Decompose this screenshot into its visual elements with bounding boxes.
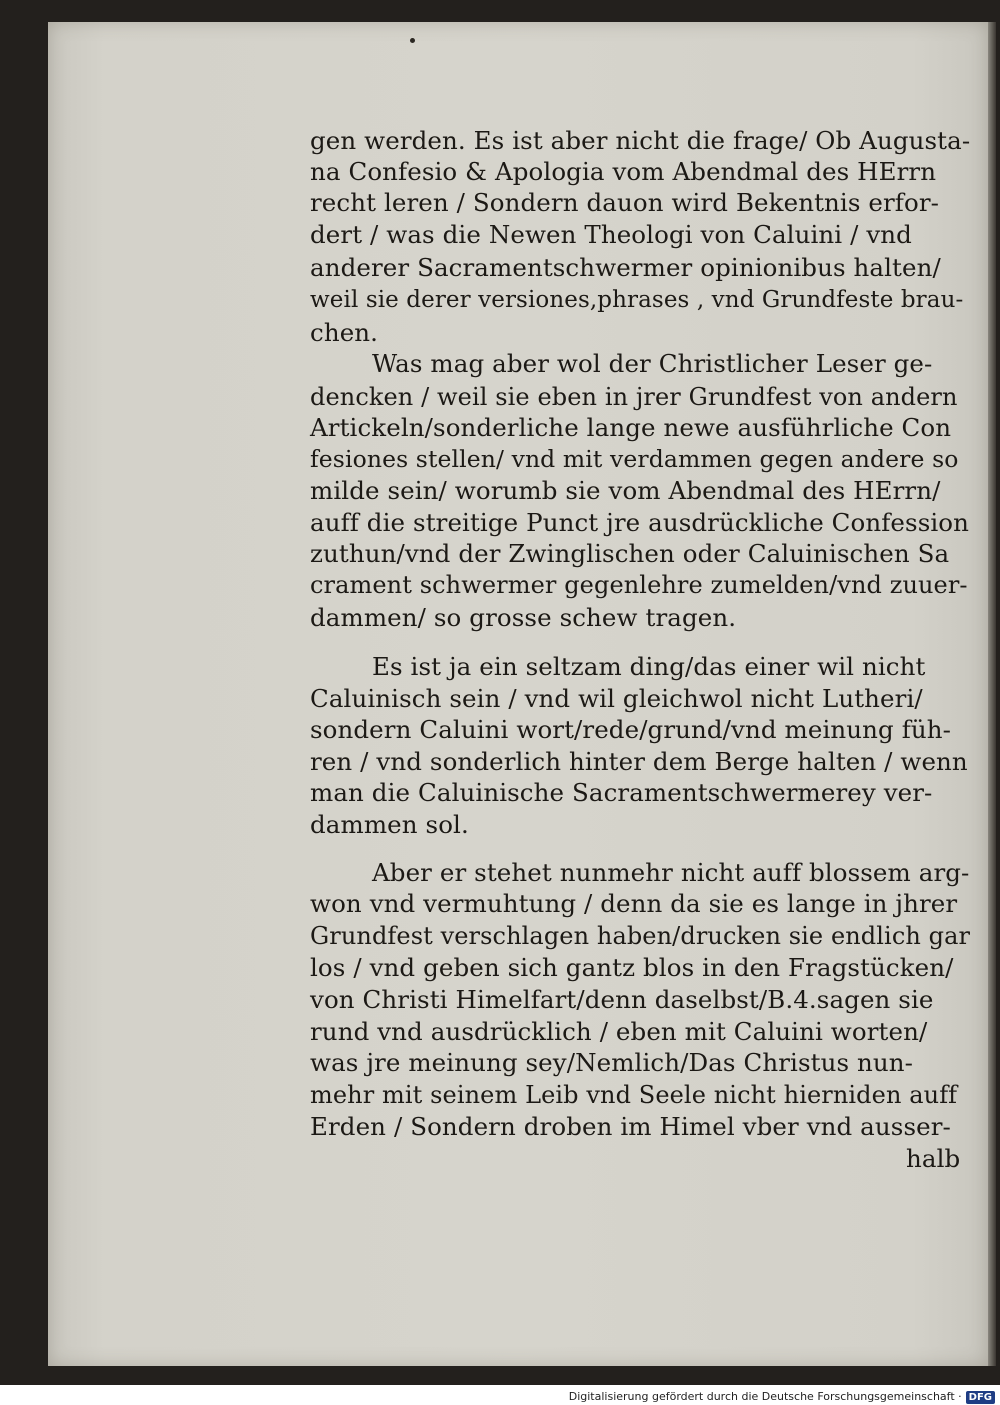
footer-credit: [0, 1388, 995, 1405]
text-line: zuthun/vnd der Zwinglischen oder Caluinischen Sa: [310, 539, 950, 568]
text-line: Grundfest verschlagen haben/drucken sie endlich gar: [310, 922, 971, 950]
catchword: halb: [906, 1144, 961, 1173]
text-line: was jre meinung sey/Nemlich/Das Christus nun-: [310, 1048, 914, 1077]
text-line: fesiones stellen/ vnd mit verdammen gegen andere so: [310, 445, 959, 473]
text-line: los / vnd geben sich gantz blos in den Fragstücken/: [310, 953, 954, 982]
text-line: chen.: [310, 318, 379, 347]
text-line: Es ist ja ein seltzam ding/das einer wil nicht: [372, 652, 926, 681]
text-line: Aber er stehet nunmehr nicht auff blossem arg-: [372, 858, 970, 887]
text-line: weil sie derer versiones,phrases , vnd Grundfeste brau-: [310, 287, 964, 313]
text-line: recht leren / Sondern dauon wird Bekentnis erfor-: [310, 188, 940, 217]
text-line: milde sein/ worumb sie vom Abendmal des HErrn/: [310, 476, 941, 505]
text-line: rund vnd ausdrücklich / eben mit Caluini worten/: [310, 1017, 928, 1046]
text-line: sondern Caluini wort/rede/grund/vnd meinung füh-: [310, 715, 952, 744]
text-line: dencken / weil sie eben in jrer Grundfest von andern: [310, 383, 958, 411]
text-line: Erden / Sondern droben im Himel vber vnd ausser-: [310, 1112, 951, 1141]
text-line: ren / vnd sonderlich hinter dem Berge halten / wenn: [310, 747, 968, 776]
text-line: dammen sol.: [310, 810, 469, 839]
ink-dot: [410, 38, 415, 43]
text-line: dert / was die Newen Theologi von Caluini / vnd: [310, 220, 912, 249]
text-line: mehr mit seinem Leib vnd Seele nicht hierniden auff: [310, 1081, 958, 1109]
text-line: man die Caluinische Sacramentschwermerey ver-: [310, 778, 933, 807]
text-line: Artickeln/sonderliche lange newe ausführliche Con: [310, 413, 952, 442]
footer-text: Digitalisierung gefördert durch die Deutsche Forschungsgemeinschaft ·: [568, 1390, 962, 1403]
dfg-logo: DFG: [966, 1391, 995, 1404]
text-line: auff die streitige Punct jre ausdrückliche Confession: [310, 508, 970, 537]
text-line: dammen/ so grosse schew tragen.: [310, 603, 737, 632]
page-edge: [988, 22, 996, 1366]
text-line: won vnd vermuhtung / denn da sie es lange in jhrer: [310, 889, 958, 918]
text-line: Caluinisch sein / vnd wil gleichwol nicht Lutheri/: [310, 684, 923, 713]
text-line: na Confesio & Apologia vom Abendmal des HErrn: [310, 157, 937, 186]
text-line: anderer Sacramentschwermer opinionibus halten/: [310, 253, 941, 282]
text-line: Was mag aber wol der Christlicher Leser ge-: [372, 349, 933, 378]
text-line: von Christi Himelfart/denn daselbst/B.4.sagen sie: [310, 985, 934, 1014]
text-line: crament schwermer gegenlehre zumelden/vnd zuuer-: [310, 571, 968, 599]
text-line: gen werden. Es ist aber nicht die frage/ Ob Augusta-: [310, 126, 971, 155]
